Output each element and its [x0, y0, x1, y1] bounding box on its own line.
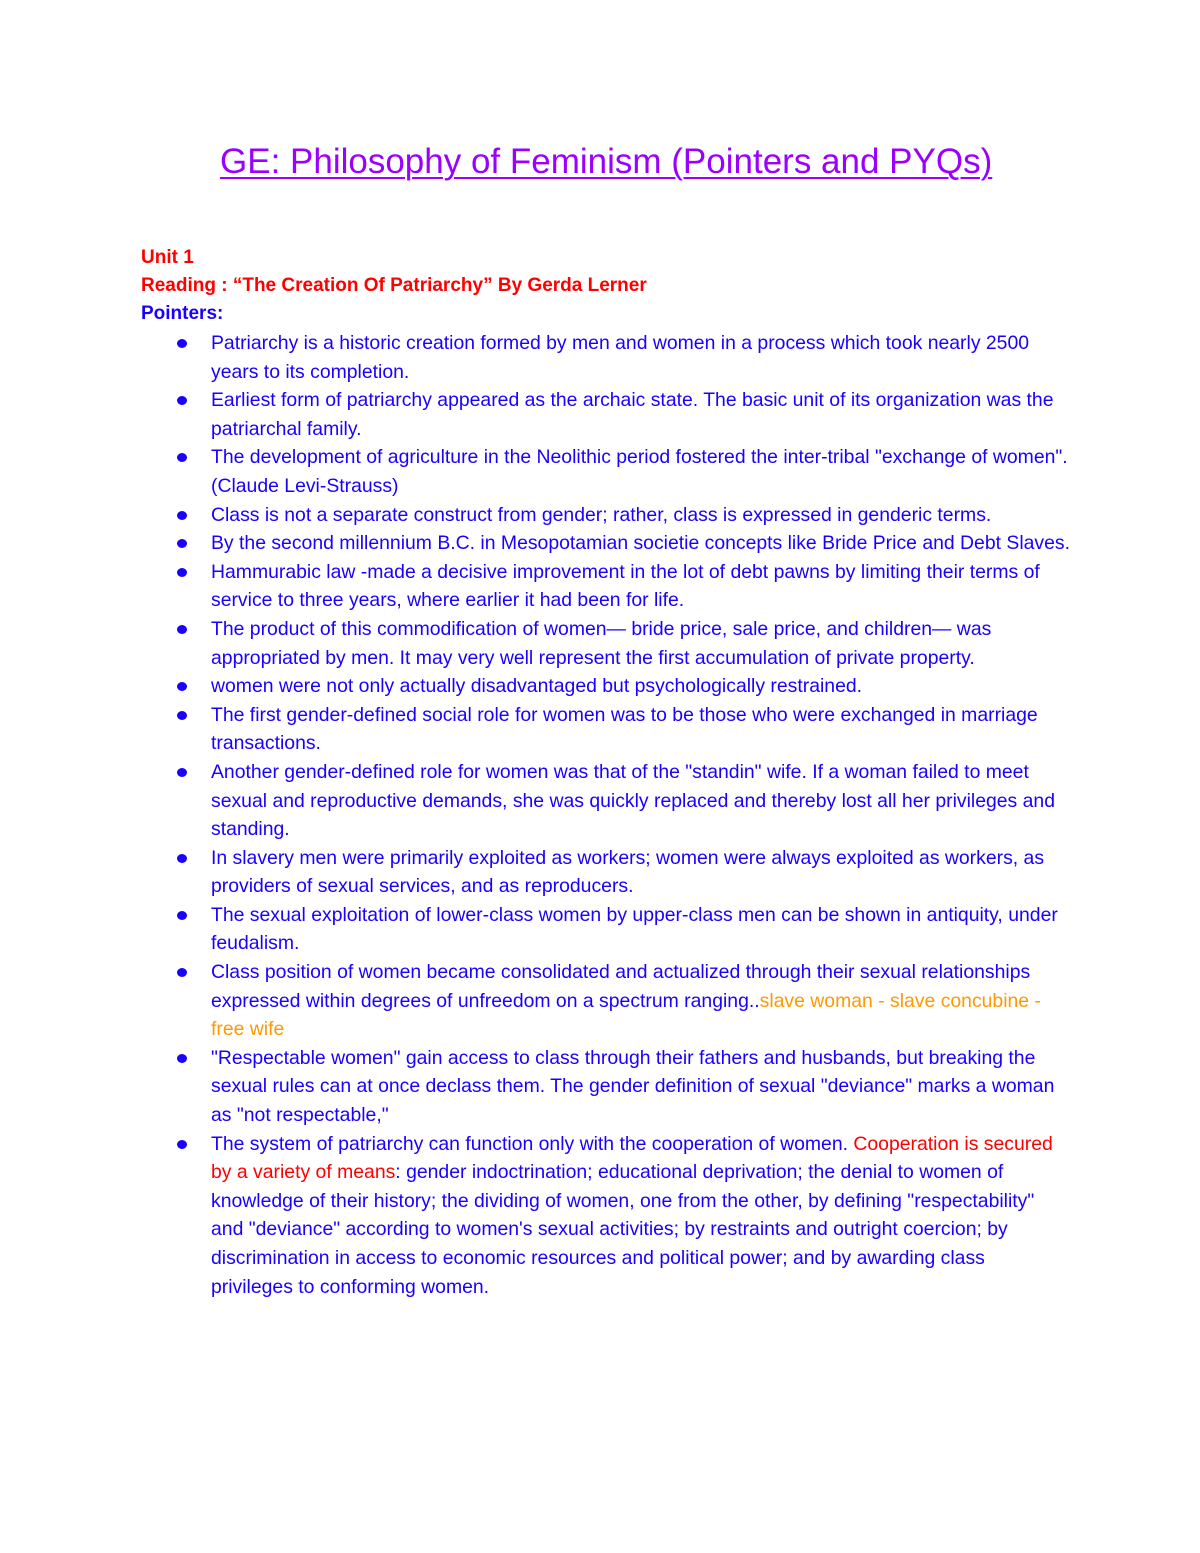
bullet-icon: [177, 539, 187, 548]
pointer-text: Another gender-defined role for women was that of the "standin" wife. If a woman failed to meet sexual and reproductive demands, she was quickly replaced and thereby lost all her privileges and standing.: [211, 760, 1055, 841]
list-item: [171, 386, 1071, 443]
bullet-icon: [177, 625, 187, 634]
unit-heading: Unit 1: [141, 247, 194, 268]
pointer-text: The development of agriculture in the Neolithic period fostered the inter-tribal "exchange of women".(Claude Levi-Strauss): [211, 446, 1068, 497]
pointers-list: [171, 329, 1071, 1301]
pointer-text: The system of patriarchy can function only with the cooperation of women.: [211, 1132, 854, 1155]
list-item: [171, 558, 1071, 615]
bullet-icon: [177, 511, 187, 520]
bullet-icon: [177, 682, 187, 691]
pointer-text: The sexual exploitation of lower-class women by upper-class men can be shown in antiquity, under feudalism.: [211, 903, 1058, 955]
bullet-icon: [177, 911, 187, 920]
document-title: GE: Philosophy of Feminism (Pointers and PYQs): [220, 142, 993, 181]
list-item: [171, 958, 1071, 1044]
pointer-text: : gender indoctrination; educational deprivation; the denial to women of knowledge of their history; the dividing of women, one from the other, by defining "respectability" and "deviance" according to women's sexual activities; by restraints and outright coercion; by discrimination in access to economic resources and political power; and by awarding class privileges to conforming women.: [211, 1161, 1035, 1298]
list-item: [171, 529, 1071, 558]
pointer-text: The first gender-defined social role for women was to be those who were exchanged in marriage transactions.: [211, 703, 1038, 755]
pointer-text: By the second millennium B.C. in Mesopotamian societie concepts like Bride Price and Debt Slaves.: [211, 532, 1070, 555]
list-item: [171, 1130, 1071, 1302]
list-item: [171, 615, 1071, 672]
pointer-text: Patriarchy is a historic creation formed by men and women in a process which took nearly 2500 years to its completion.: [211, 332, 1030, 383]
pointer-text: Class is not a separate construct from gender; rather, class is expressed in genderic terms.: [211, 503, 992, 526]
bullet-icon: [177, 768, 187, 777]
bullet-icon: [177, 568, 187, 577]
list-item: [171, 901, 1071, 958]
list-item: [171, 329, 1071, 386]
pointer-text: The product of this commodification of women— bride price, sale price, and children— was appropriated by men. It may very well represent the first accumulation of private property.: [211, 617, 992, 669]
highlight-text: slave woman - slave concubine - free wife: [211, 989, 1041, 1041]
pointers-heading: Pointers:: [141, 303, 224, 324]
pointer-text: women were not only actually disadvantaged but psychologically restrained.: [211, 675, 863, 698]
bullet-icon: [177, 968, 187, 977]
bullet-icon: [177, 1054, 187, 1063]
pointer-text: Hammurabic law -made a decisive improvement in the lot of debt pawns by limiting their terms of service to three years, where earlier it had been for life.: [211, 560, 1040, 612]
reading-heading: Reading : “The Creation Of Patriarchy” By Gerda Lerner: [141, 275, 647, 296]
list-item: [171, 672, 1071, 701]
pointer-text: Class position of women became consolidated and actualized through their sexual relationships expressed within degrees of unfreedom on a spectrum ranging..: [211, 961, 1031, 1012]
list-item: [171, 443, 1071, 500]
bullet-icon: [177, 453, 187, 462]
pointer-text: In slavery men were primarily exploited as workers; women were always exploited as workers, as providers of sexual services, and as reproducers.: [211, 846, 1045, 898]
pointer-text: Earliest form of patriarchy appeared as the archaic state. The basic unit of its organization was the patriarchal family.: [211, 389, 1054, 440]
highlight-text: Cooperation is secured by a variety of means: [211, 1132, 1053, 1184]
bullet-icon: [177, 339, 187, 348]
bullet-icon: [177, 396, 187, 405]
bullet-icon: [177, 1140, 187, 1149]
list-item: [171, 1044, 1071, 1130]
pointer-text: "Respectable women" gain access to class through their fathers and husbands, but breaking the sexual rules can at once declass them. The gender definition of sexual "deviance" marks a woman as "not respectable,": [211, 1046, 1055, 1127]
list-item: [171, 701, 1071, 758]
list-item: [171, 844, 1071, 901]
list-item: [171, 758, 1071, 844]
bullet-icon: [177, 854, 187, 863]
bullet-icon: [177, 711, 187, 720]
list-item: [171, 501, 1071, 530]
